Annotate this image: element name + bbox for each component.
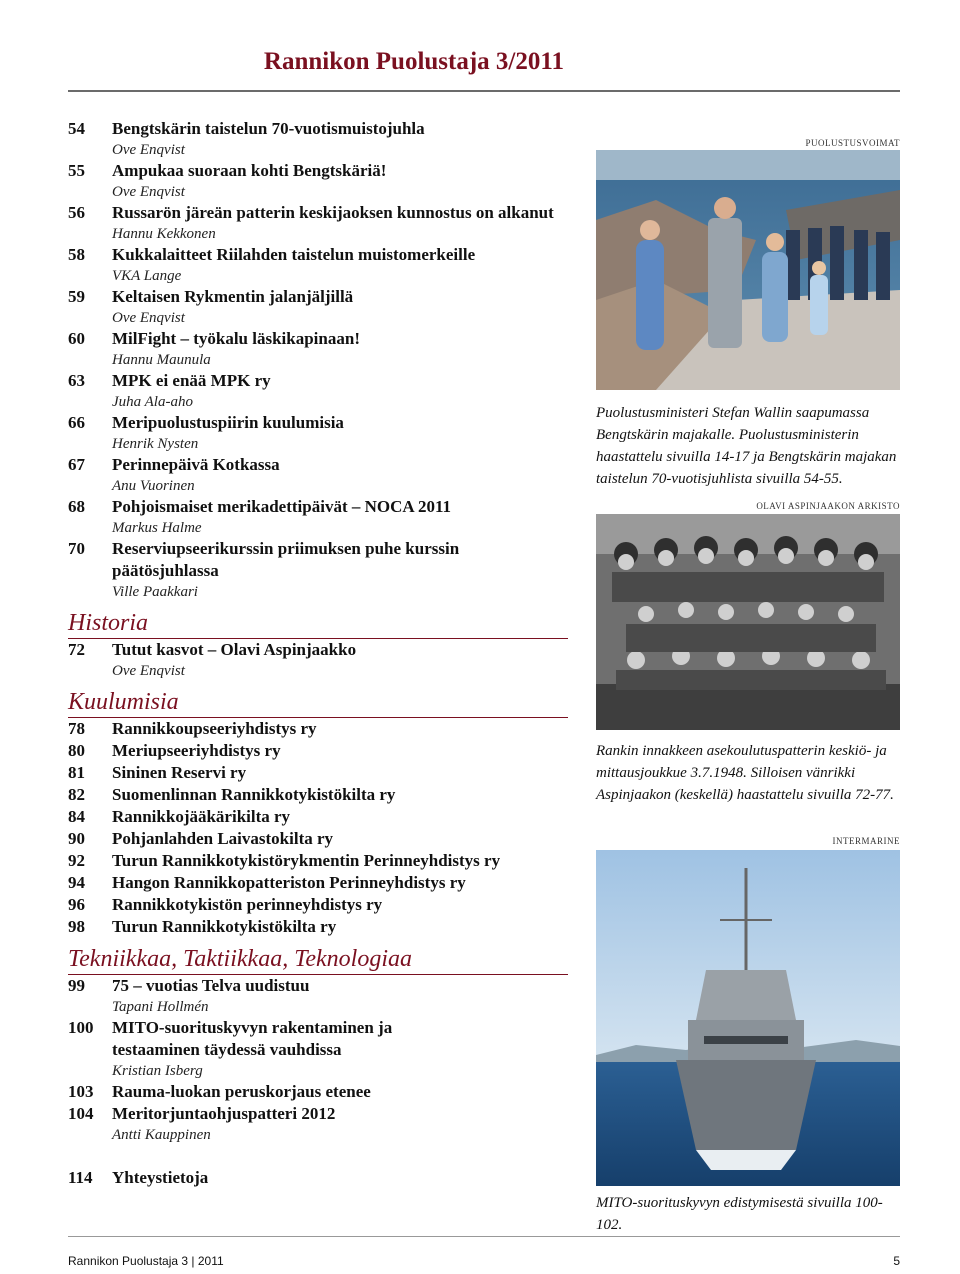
toc-entry[interactable] [68, 806, 568, 828]
toc-page-number: 55 [68, 161, 85, 180]
toc-title: Rannikkoupseeriyhdistys ry [112, 719, 317, 738]
ship-photo [596, 850, 900, 1186]
toc-title: Suomenlinnan Rannikkotykistökilta ry [112, 785, 396, 804]
toc-title: Rannikkotykistön perinneyhdistys ry [112, 895, 383, 914]
toc-author: Hannu Kekkonen [112, 226, 216, 242]
toc-page-number: 59 [68, 287, 85, 306]
toc-entry[interactable] [68, 496, 568, 538]
toc-title: Ampukaa suoraan kohti Bengtskäriä! [112, 161, 387, 180]
photo-caption: Puolustusministeri Stefan Wallin saapumassa Bengtskärin majakalle. Puolustusministerin haastattelu sivuilla 14-17 ja Bengtskärin majakan taistelun 70-vuotisjuhlista sivuilla 54-55. [596, 405, 897, 487]
toc-page-number: 99 [68, 976, 85, 995]
toc-entry[interactable] [68, 202, 568, 244]
photo-credit: INTERMARINE [832, 836, 900, 846]
toc-title: Hangon Rannikkopatteriston Perinneyhdistys ry [112, 873, 466, 892]
toc-entry[interactable] [68, 1103, 568, 1145]
toc-author: Antti Kauppinen [112, 1127, 211, 1143]
toc-page-number: 54 [68, 119, 85, 138]
footer-rule [68, 1236, 900, 1237]
toc-page-number: 80 [68, 741, 85, 760]
toc-author: Kristian Isberg [112, 1063, 203, 1079]
toc-page-number: 92 [68, 851, 85, 870]
toc-page-number: 103 [68, 1082, 94, 1101]
toc-entry[interactable] [68, 538, 568, 602]
toc-page-number: 72 [68, 640, 85, 659]
toc-title: Pohjoismaiset merikadettipäivät – NOCA 2011 [112, 497, 452, 516]
toc-title: 75 – vuotias Telva uudistuu [112, 976, 310, 995]
toc-page-number: 84 [68, 807, 85, 826]
toc-page-number: 98 [68, 917, 85, 936]
toc-entry[interactable] [68, 872, 568, 894]
toc-title: Kukkalaitteet Riilahden taistelun muistomerkeille [112, 245, 476, 264]
photo-caption: Rankin innakkeen asekoulutuspatterin keskiö- ja mittausjoukkue 3.7.1948. Silloisen vänrikki Aspinjaakon (keskellä) haastattelu sivuilla 72-77. [596, 743, 894, 803]
toc-title: Sininen Reservi ry [112, 763, 247, 782]
toc-title: Tutut kasvot – Olavi Aspinjaakko [112, 640, 357, 659]
toc-entry[interactable] [68, 762, 568, 784]
toc-page-number: 94 [68, 873, 85, 892]
toc-entry[interactable] [68, 1081, 568, 1103]
toc-page-number: 78 [68, 719, 85, 738]
toc-page-number: 56 [68, 203, 85, 222]
toc-entry[interactable] [68, 740, 568, 762]
toc-entry[interactable] [68, 784, 568, 806]
toc-entry[interactable] [68, 975, 568, 1017]
toc-page-number: 70 [68, 539, 85, 558]
toc-entry[interactable] [68, 118, 568, 160]
toc-entry[interactable] [68, 412, 568, 454]
toc-title: Russarön järeän patterin keskijaoksen kunnostus on alkanut [112, 203, 554, 222]
toc-entry[interactable] [68, 1167, 568, 1189]
toc-entry[interactable] [68, 244, 568, 286]
toc-title: Turun Rannikkotykistörykmentin Perinneyhdistys ry [112, 851, 501, 870]
page-number: 5 [893, 1254, 900, 1268]
toc-author: Markus Halme [112, 520, 202, 536]
toc-title: Meriupseeriyhdistys ry [112, 741, 281, 760]
toc-page-number: 114 [68, 1168, 93, 1187]
toc-entry[interactable] [68, 1017, 568, 1081]
toc-title: Pohjanlahden Laivastokilta ry [112, 829, 334, 848]
toc-page-number: 82 [68, 785, 85, 804]
toc-entry[interactable] [68, 916, 568, 938]
minister-photo [596, 150, 900, 390]
toc-page-number: 68 [68, 497, 85, 516]
toc-title: Perinnepäivä Kotkassa [112, 455, 280, 474]
toc-page-number: 63 [68, 371, 85, 390]
toc-entry[interactable] [68, 850, 568, 872]
toc-entry[interactable] [68, 718, 568, 740]
title-rule [68, 90, 900, 92]
toc-page-number: 60 [68, 329, 85, 348]
toc-entry[interactable] [68, 328, 568, 370]
toc-entry[interactable] [68, 370, 568, 412]
toc-entry[interactable] [68, 828, 568, 850]
section-heading-historia: Historia [68, 608, 568, 639]
toc-author: Anu Vuorinen [112, 478, 195, 494]
toc-title: Rauma-luokan peruskorjaus etenee [112, 1082, 371, 1101]
toc-page-number: 96 [68, 895, 85, 914]
toc-title: MPK ei enää MPK ry [112, 371, 271, 390]
toc-page-number: 66 [68, 413, 85, 432]
toc-page-number: 104 [68, 1104, 94, 1123]
toc-title: Bengtskärin taistelun 70-vuotismuistojuhla [112, 119, 425, 138]
footer-publication: Rannikon Puolustaja 3 | 2011 [68, 1254, 224, 1268]
section-heading-tekniikka: Tekniikkaa, Taktiikkaa, Teknologiaa [68, 944, 568, 975]
toc-title: Meripuolustuspiirin kuulumisia [112, 413, 344, 432]
toc-title: Reserviupseerikurssin priimuksen puhe kurssin päätösjuhlassa [112, 539, 460, 580]
toc-author: Henrik Nysten [112, 436, 199, 452]
toc-title: Turun Rannikkotykistökilta ry [112, 917, 337, 936]
toc-entry[interactable] [68, 160, 568, 202]
toc-page-number: 100 [68, 1018, 94, 1037]
table-of-contents [68, 118, 568, 1189]
toc-entry[interactable] [68, 454, 568, 496]
section-heading-kuulumisia: Kuulumisia [68, 687, 568, 718]
toc-page-number: 58 [68, 245, 85, 264]
toc-page-number: 90 [68, 829, 85, 848]
toc-author: Ville Paakkari [112, 584, 198, 600]
toc-title: Yhteystietoja [112, 1168, 209, 1187]
toc-author: Ove Enqvist [112, 663, 185, 679]
photo-caption: MITO-suorituskyvyn edistymisestä sivuilla 100-102. [596, 1195, 883, 1233]
photo-credit: OLAVI ASPINJAAKON ARKISTO [756, 501, 900, 511]
toc-entry[interactable] [68, 286, 568, 328]
toc-author: Tapani Hollmén [112, 999, 209, 1015]
toc-title: Rannikkojääkärikilta ry [112, 807, 291, 826]
toc-title: Keltaisen Rykmentin jalanjäljillä [112, 287, 354, 306]
toc-title: MilFight – työkalu läskikapinaan! [112, 329, 360, 348]
toc-page-number: 67 [68, 455, 85, 474]
toc-entry[interactable] [68, 639, 568, 681]
toc-author: Ove Enqvist [112, 142, 185, 158]
toc-entry[interactable] [68, 894, 568, 916]
toc-author: VKA Lange [112, 268, 182, 284]
toc-title: Meritorjuntaohjuspatteri 2012 [112, 1104, 336, 1123]
toc-title: MITO-suorituskyvyn rakentaminen ja testaaminen täydessä vauhdissa [112, 1018, 393, 1059]
toc-page-number: 81 [68, 763, 85, 782]
historic-group-photo [596, 514, 900, 730]
page-title: Rannikon Puolustaja 3/2011 [263, 48, 564, 75]
toc-author: Hannu Maunula [112, 352, 211, 368]
photo-credit: PUOLUSTUSVOIMAT [805, 138, 900, 148]
toc-author: Juha Ala-aho [112, 394, 193, 410]
toc-author: Ove Enqvist [112, 184, 185, 200]
toc-author: Ove Enqvist [112, 310, 185, 326]
